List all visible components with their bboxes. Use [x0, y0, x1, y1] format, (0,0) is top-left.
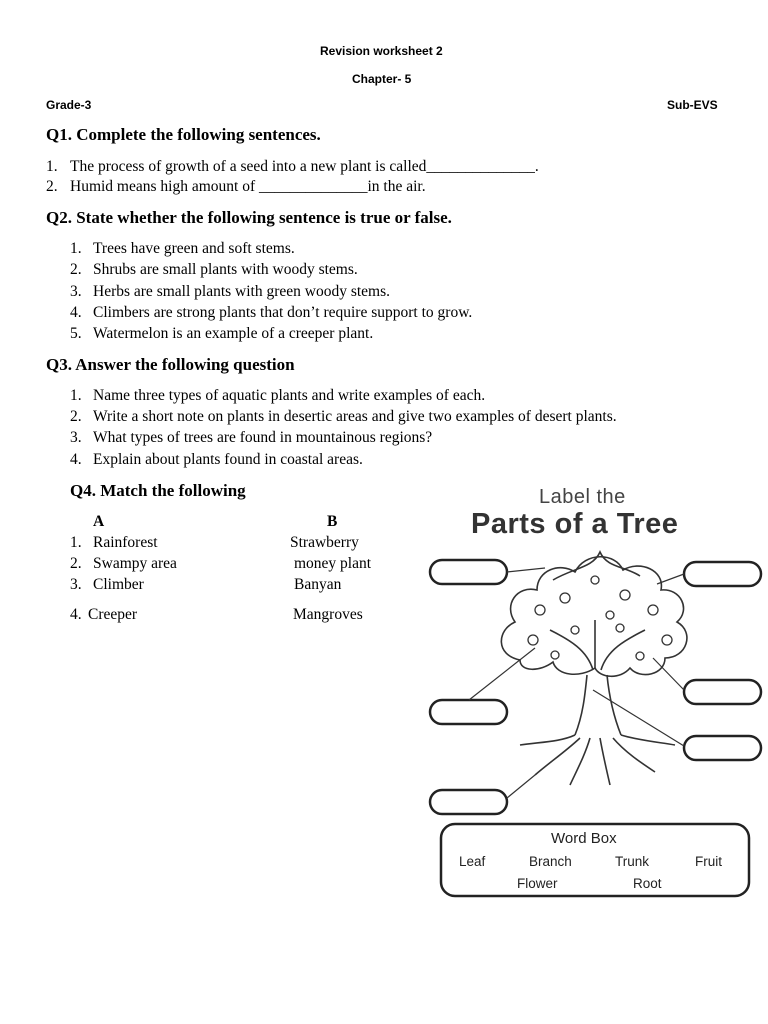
item-number: 3. — [70, 283, 82, 300]
list-item — [70, 304, 473, 322]
match-b: Banyan — [294, 576, 342, 593]
tree-title-line2: Parts of a Tree — [471, 508, 679, 540]
item-text: Climbers are strong plants that don’t require support to grow. — [93, 304, 473, 321]
item-text: Write a short note on plants in desertic areas and give two examples of desert plants. — [93, 408, 617, 425]
item-number: 2. — [70, 555, 82, 572]
item-number: 4. — [70, 451, 82, 468]
item-number: 3. — [70, 429, 82, 446]
match-a: Rainforest — [93, 534, 158, 551]
tree-diagram — [425, 480, 765, 902]
item-text: Humid means high amount of ______________in the air. — [70, 178, 426, 195]
item-text: Trees have green and soft stems. — [93, 240, 295, 257]
item-number: 3. — [70, 576, 82, 593]
q1-title: Q1. Complete the following sentences. — [46, 125, 321, 144]
item-number: 1. — [70, 534, 82, 551]
word-box-word: Fruit — [695, 854, 722, 869]
list-item — [70, 240, 295, 258]
item-text: Watermelon is an example of a creeper plant. — [93, 325, 374, 342]
word-box-word: Root — [633, 876, 662, 891]
item-number: 2. — [70, 408, 82, 425]
item-text: What types of trees are found in mountainous regions? — [93, 429, 433, 446]
match-a: Swampy area — [93, 555, 177, 572]
word-box-word: Trunk — [615, 854, 650, 869]
list-item — [70, 387, 486, 405]
chapter-label: Chapter- 5 — [352, 72, 412, 86]
q4-title: Q4. Match the following — [70, 481, 246, 500]
list-item — [70, 451, 363, 469]
q2-title: Q2. State whether the following sentence is true or false. — [46, 208, 452, 227]
item-number: 4. — [70, 606, 82, 623]
word-box-word: Leaf — [459, 854, 486, 869]
item-number: 1. — [46, 158, 58, 175]
item-text: Name three types of aquatic plants and write examples of each. — [93, 387, 486, 404]
word-box-title: Word Box — [551, 830, 617, 847]
list-item — [70, 261, 358, 279]
subject-label: Sub-EVS — [667, 98, 718, 112]
item-number: 1. — [70, 240, 82, 257]
match-a: Climber — [93, 576, 144, 593]
list-item — [70, 325, 374, 343]
list-item — [70, 283, 391, 301]
q3-title: Q3. Answer the following question — [46, 355, 295, 374]
match-a: Creeper — [88, 606, 138, 623]
list-item — [70, 408, 617, 426]
match-row — [70, 534, 158, 552]
item-text: Shrubs are small plants with woody stems. — [93, 261, 358, 278]
match-b: Strawberry — [290, 534, 359, 551]
column-b-header: B — [327, 513, 338, 530]
item-number: 2. — [70, 261, 82, 278]
item-number: 5. — [70, 325, 82, 342]
match-row — [70, 606, 138, 624]
grade-label: Grade-3 — [46, 98, 92, 112]
match-b: Mangroves — [293, 606, 363, 623]
item-number: 4. — [70, 304, 82, 321]
list-item — [46, 178, 426, 196]
item-text: The process of growth of a seed into a new plant is called______________. — [70, 158, 539, 175]
item-number: 1. — [70, 387, 82, 404]
tree-title-line1: Label the — [539, 486, 626, 508]
column-a-header: A — [93, 513, 105, 530]
list-item — [70, 429, 433, 447]
item-text: Explain about plants found in coastal areas. — [93, 451, 363, 468]
list-item — [46, 158, 539, 176]
word-box-word: Branch — [529, 854, 572, 869]
worksheet-title: Revision worksheet 2 — [320, 44, 443, 58]
word-box-word: Flower — [517, 876, 558, 891]
match-b: money plant — [294, 555, 372, 572]
match-row — [70, 555, 177, 573]
item-text: Herbs are small plants with green woody stems. — [93, 283, 391, 300]
item-number: 2. — [46, 178, 58, 195]
match-row — [70, 576, 144, 594]
